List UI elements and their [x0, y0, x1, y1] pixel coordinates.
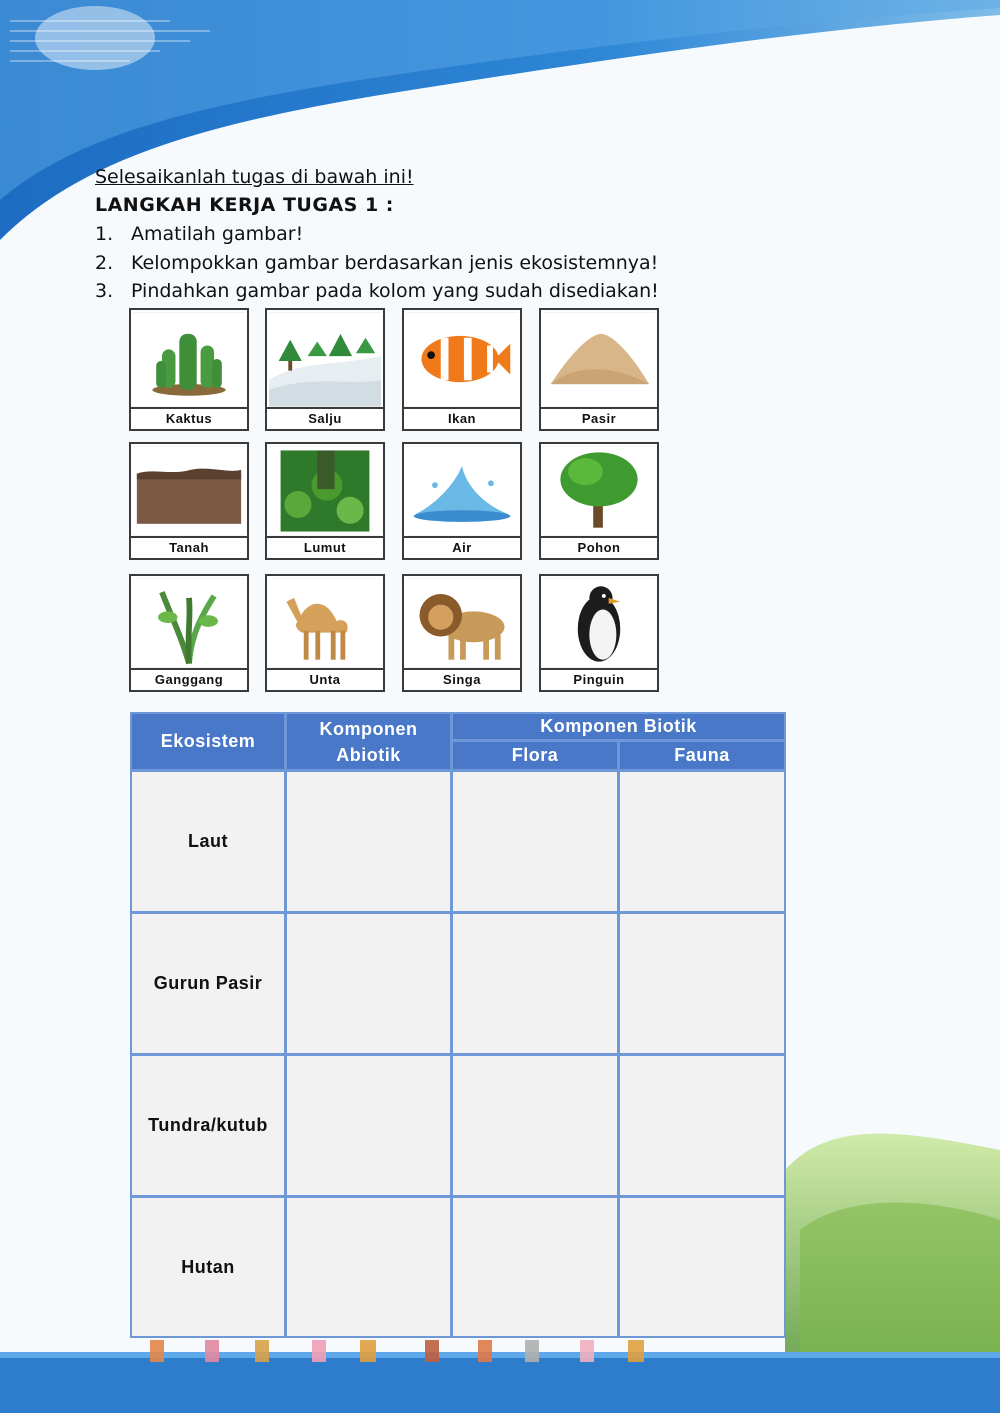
card-label: Pohon: [541, 536, 657, 558]
card-label: Ganggang: [131, 668, 247, 690]
header-ecosystem: Ekosistem: [132, 714, 284, 769]
step-text: Pindahkan gambar pada kolom yang sudah disediakan!: [131, 280, 659, 302]
dropzone-hutan-abiotik[interactable]: [287, 1198, 450, 1336]
row-label-laut: Laut: [132, 772, 284, 911]
sand-pile-icon: [543, 312, 655, 407]
snow-icon: [269, 312, 381, 407]
step-number: 1.: [95, 223, 114, 245]
step-text: Amatilah gambar!: [131, 223, 304, 245]
header-abiotic-line1: Komponen: [319, 718, 418, 739]
clownfish-icon: [406, 312, 518, 407]
header-abiotic: [287, 714, 450, 769]
header-abiotic-line2: Abiotik: [336, 744, 401, 765]
card-pohon[interactable]: [539, 442, 659, 560]
card-label: Singa: [404, 668, 520, 690]
ecosystem-table: [130, 712, 786, 1338]
dropzone-hutan-flora[interactable]: [453, 1198, 617, 1336]
card-air[interactable]: [402, 442, 522, 560]
card-ikan[interactable]: [402, 308, 522, 431]
header-flora: Flora: [453, 742, 617, 769]
dropzone-gurun-flora[interactable]: [453, 914, 617, 1053]
card-singa[interactable]: [402, 574, 522, 692]
tree-icon: [543, 446, 655, 536]
step-number: 3.: [95, 280, 114, 302]
card-label: Air: [404, 536, 520, 558]
seaweed-icon: [133, 578, 245, 668]
soil-icon: [133, 446, 245, 536]
step-2: [95, 252, 658, 274]
card-pasir[interactable]: [539, 308, 659, 431]
card-label: Unta: [267, 668, 383, 690]
dropzone-hutan-fauna[interactable]: [620, 1198, 784, 1336]
step-text: Kelompokkan gambar berdasarkan jenis ekosistemnya!: [131, 252, 659, 274]
task-heading: LANGKAH KERJA TUGAS 1 :: [95, 194, 394, 216]
header-biotic: Komponen Biotik: [453, 714, 784, 739]
card-label: Lumut: [267, 536, 383, 558]
header-fauna: Fauna: [620, 742, 784, 769]
dropzone-gurun-abiotik[interactable]: [287, 914, 450, 1053]
step-number: 2.: [95, 252, 114, 274]
step-3: [95, 280, 659, 302]
water-splash-icon: [406, 446, 518, 536]
card-label: Kaktus: [131, 407, 247, 429]
card-label: Pasir: [541, 407, 657, 429]
dropzone-laut-abiotik[interactable]: [287, 772, 450, 911]
card-lumut[interactable]: [265, 442, 385, 560]
cactus-icon: [133, 312, 245, 407]
lion-icon: [406, 578, 518, 668]
card-kaktus[interactable]: [129, 308, 249, 431]
dropzone-tundra-abiotik[interactable]: [287, 1056, 450, 1195]
dropzone-gurun-fauna[interactable]: [620, 914, 784, 1053]
row-label-hutan: Hutan: [132, 1198, 284, 1336]
instruction-title: Selesaikanlah tugas di bawah ini!: [95, 166, 414, 188]
card-label: Pinguin: [541, 668, 657, 690]
card-salju[interactable]: [265, 308, 385, 431]
card-ganggang[interactable]: [129, 574, 249, 692]
card-unta[interactable]: [265, 574, 385, 692]
dropzone-laut-fauna[interactable]: [620, 772, 784, 911]
card-label: Tanah: [131, 536, 247, 558]
dropzone-laut-flora[interactable]: [453, 772, 617, 911]
moss-icon: [269, 446, 381, 536]
camel-icon: [269, 578, 381, 668]
row-label-tundra-kutub: Tundra/kutub: [132, 1056, 284, 1195]
card-label: Salju: [267, 407, 383, 429]
card-pinguin[interactable]: [539, 574, 659, 692]
dropzone-tundra-flora[interactable]: [453, 1056, 617, 1195]
row-label-gurun-pasir: Gurun Pasir: [132, 914, 284, 1053]
card-label: Ikan: [404, 407, 520, 429]
penguin-icon: [543, 578, 655, 668]
card-tanah[interactable]: [129, 442, 249, 560]
step-1: [95, 223, 303, 245]
dropzone-tundra-fauna[interactable]: [620, 1056, 784, 1195]
